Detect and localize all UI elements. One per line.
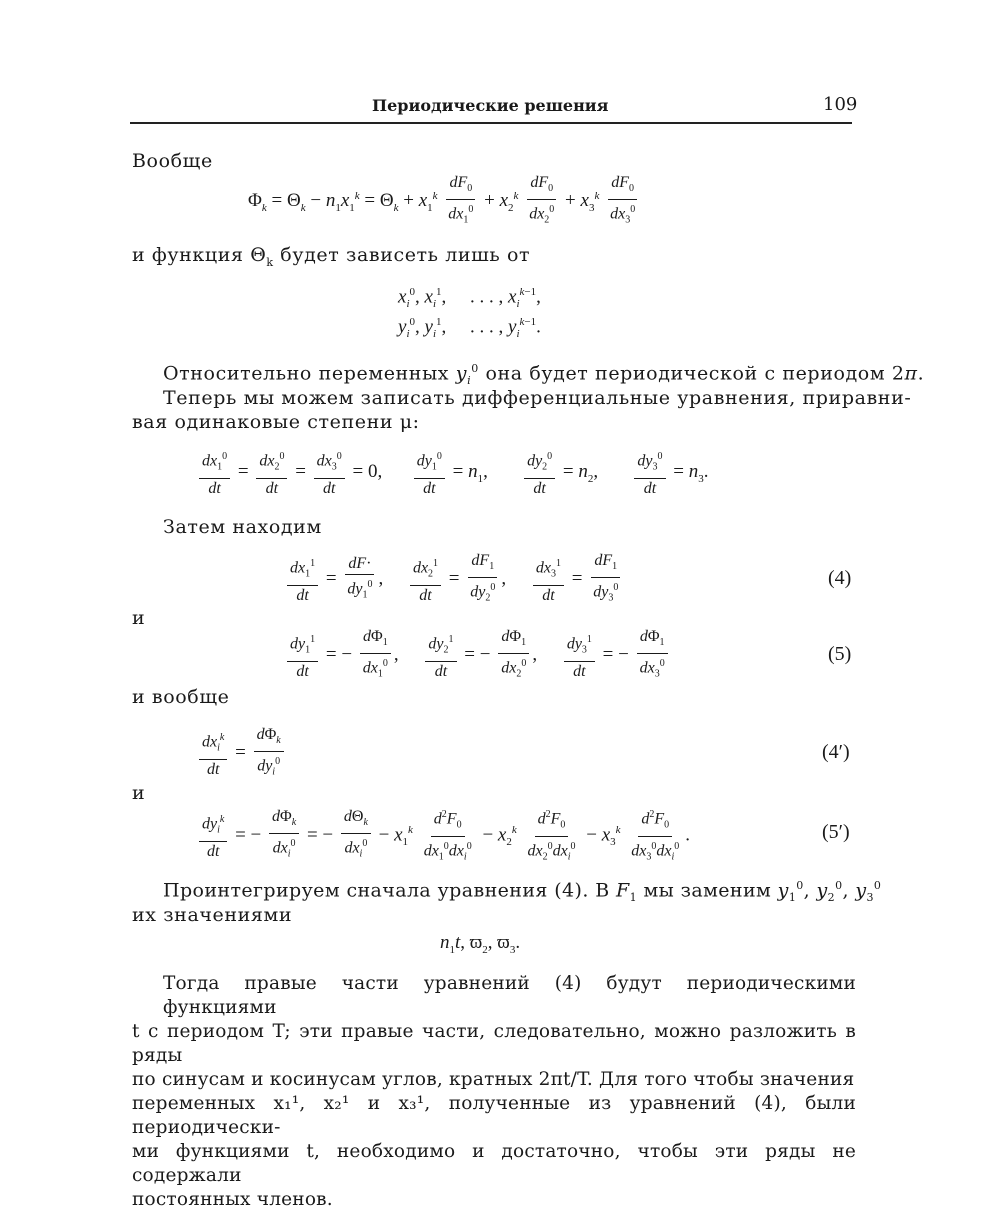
header-rule (130, 122, 852, 124)
text-fragment: и функция Θ (132, 244, 267, 266)
text-line-powers-mu: вая одинаковые степени μ: (132, 411, 420, 433)
text-line-periodic: Относительно переменных $y_i^0$ она будет периодической с периодом 2π. (163, 362, 925, 388)
paragraph-line: по синусам и косинусам углов, кратных 2πt/T. Для того чтобы значения (132, 1069, 855, 1090)
text-fragment: Относительно переменных (163, 362, 456, 385)
page-number: 109 (823, 94, 858, 115)
text-line-diff-eq: Теперь мы можем записать дифференциальные уравнения, приравни- (163, 387, 912, 409)
paragraph-line: t с периодом T; эти правые части, следовательно, можно разложить в ряды (132, 1021, 856, 1066)
equation-5-prime: $\frac{dy_i^k}{dt}$ = − $\frac{d\Phi_k}{dx_i^0}$ = − $\frac{d\Theta_k}{dx_i^0}$ − $x_1^k$ $\frac{d^2F_0}{dx_1^0dx_i^0}$ − $x_2^k$ $\frac{d^2F_0}{dx_2^0dx_i^0}$ − $x_3^k$ $\frac{d^2F_0}{dx_3^0dx_i^0}$ . (196, 806, 690, 866)
equation-values: $n_1t$, $ϖ_2$, $ϖ_3$. (440, 932, 521, 956)
variables-x: $x_i^0$, $x_i^1$, . . . , $x_i^{k-1}$, (398, 286, 541, 311)
paragraph-line: ми функциями t, необходимо и достаточно, чтобы эти ряды не содержали (132, 1141, 856, 1186)
running-header-title: Периодические решения (372, 96, 609, 115)
text-line-vobshche: Вообще (132, 150, 213, 172)
text-fragment: она будет периодической с периодом 2 (478, 362, 905, 385)
equation-number-5-prime: (5′) (822, 821, 850, 843)
paragraph-line: переменных x₁¹, x₂¹ и x₃¹, полученные из уравнений (4), были периодически- (132, 1093, 856, 1138)
text-fragment: Проинтегрируем сначала уравнения (4). В (163, 879, 617, 902)
text-subscript: k (266, 255, 274, 269)
equation-number-4-prime: (4′) (822, 741, 850, 763)
text-line-and-in-general: и вообще (132, 686, 230, 708)
equation-zero-order: $\frac{dx_1^0}{dt}$ = $\frac{dx_2^0}{dt}$ = $\frac{dx_3^0}{dt}$ = 0, $\frac{dy_1^0}{dt}$ = $n_1$, $\frac{dy_2^0}{dt}$ = $n_2$, $\frac{dy_3^0}{dt}$ = $n_3$. (196, 448, 708, 498)
equation-phi-k: $\Phi_k = \Theta_k - n_1x_1^k = \Theta_k + x_1^k$ $\frac{dF_0}{dx_1^0}$ + $x_2^k$ $\frac{dF_0}{dx_2^0}$ + $x_3^k$ $\frac{dF_0}{dx_3^0}$ (248, 174, 636, 226)
final-paragraph (132, 972, 856, 1212)
text-line-and-2: и (132, 782, 146, 804)
text-line-function-theta (132, 244, 530, 269)
paragraph-line: Тогда правые части уравнений (4) будут периодическими функциями (163, 973, 856, 1018)
text-line-then-find: Затем находим (163, 516, 322, 538)
equation-4: $\frac{dx_1^1}{dt}$ = $\frac{dF\cdot}{dy_1^0}$ , $\frac{dx_2^1}{dt}$ = $\frac{dF_1}{dy_2^0}$ , $\frac{dx_3^1}{dt}$ = $\frac{dF_1}{dy_3^0}$ (284, 552, 624, 608)
equation-number-4: (4) (828, 567, 852, 589)
text-fragment: будет зависеть лишь от (273, 244, 531, 266)
equation-5: $\frac{dy_1^1}{dt}$ = − $\frac{d\Phi_1}{dx_1^0}$ , $\frac{dy_2^1}{dt}$ = − $\frac{d\Phi_1}{dx_2^0}$ , $\frac{dy_3^1}{dt}$ = − $\frac{d\Phi_1}{dx_3^0}$ (284, 628, 671, 684)
paragraph-line: постоянных членов. (132, 1189, 333, 1210)
equation-4-prime: $\frac{dx_i^k}{dt}$ = $\frac{d\Phi_k}{dy_i^0}$ (196, 726, 287, 782)
text-line-integrate: Проинтегрируем сначала уравнения (4). В $F_1$ мы заменим $y_1^0$, $y_2^0$, $y_3^0$ (163, 879, 882, 905)
variables-y: $y_i^0$, $y_i^1$, . . . , $y_i^{k-1}$. (398, 316, 541, 341)
equation-number-5: (5) (828, 643, 852, 665)
text-line-and-1: и (132, 607, 146, 629)
text-line-values: их значениями (132, 904, 293, 926)
text-fragment: мы заменим (637, 879, 778, 902)
